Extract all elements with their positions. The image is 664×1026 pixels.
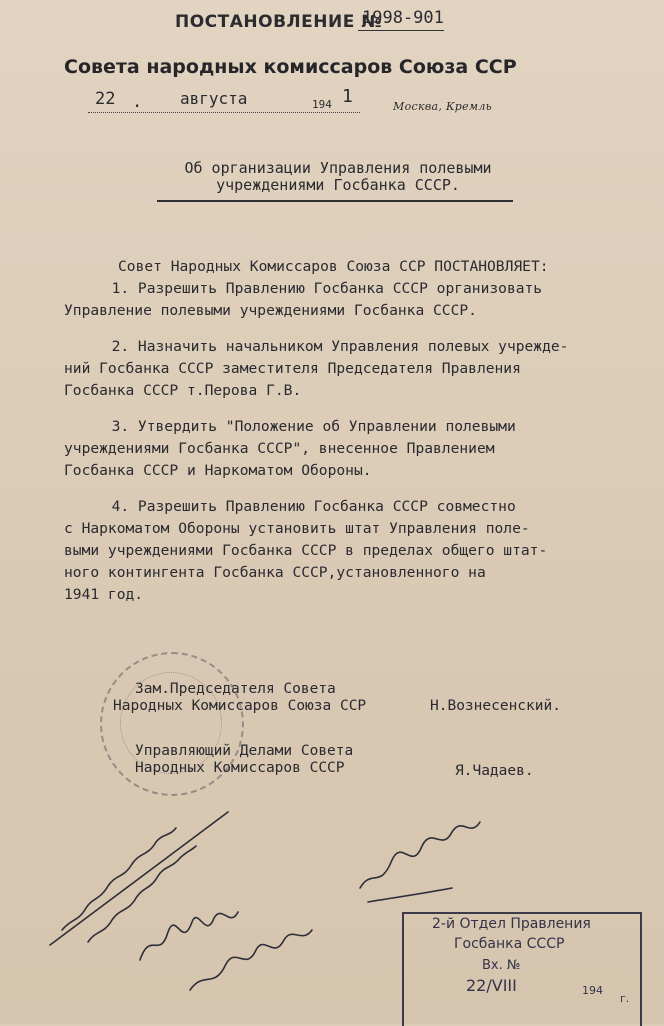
signature-right bbox=[360, 822, 480, 888]
handwriting-left-line-2 bbox=[88, 846, 196, 942]
place-label: Москва, Кремль bbox=[393, 100, 492, 113]
deputy-title-line-2: Народных Комиссаров Союза ССР bbox=[113, 698, 367, 714]
signature-bottom-middle bbox=[190, 930, 312, 990]
signature-bottom-left bbox=[140, 912, 238, 960]
stamp-line-1: 2-й Отдел Правления bbox=[432, 916, 591, 932]
signature-right-underline bbox=[368, 888, 452, 902]
stamp-line-4: 22/VIII bbox=[466, 976, 517, 995]
item-3-line-3: Госбанка СССР и Наркоматом Обороны. bbox=[64, 462, 372, 479]
item-2-line-1: 2. Назначить начальником Управления полевых учрежде- bbox=[94, 338, 569, 355]
item-2-line-2: ний Госбанка СССР заместителя Председателя Правления bbox=[64, 360, 521, 377]
item-3-line-1: 3. Утвердить "Положение об Управлении полевыми bbox=[94, 418, 516, 435]
item-4-line-3: выми учреждениями Госбанка СССР в пределах общего штат- bbox=[64, 542, 548, 559]
date-day: 22 bbox=[95, 89, 116, 109]
stamp-year-suffix: г. bbox=[620, 992, 630, 1005]
item-4-line-1: 4. Разрешить Правлению Госбанка СССР совместно bbox=[94, 498, 516, 515]
registration-stamp bbox=[402, 912, 642, 1026]
document-number: 1998-901 bbox=[362, 8, 444, 28]
subject-line-1: Об организации Управления полевыми bbox=[184, 159, 492, 177]
manager-title-line-1: Управляющий Делами Совета bbox=[135, 743, 354, 759]
date-dot: . bbox=[132, 92, 143, 112]
handwriting-left-stroke bbox=[50, 812, 228, 945]
item-4-line-4: ного контингента Госбанка СССР,установленного на bbox=[64, 564, 486, 581]
date-month: августа bbox=[180, 89, 248, 108]
stamp-line-3: Вх. № bbox=[482, 958, 521, 973]
decree-intro: Совет Народных Комиссаров Союза ССР ПОСТАНОВЛЯЕТ: bbox=[118, 258, 549, 275]
manager-title-line-2: Народных Комиссаров СССР bbox=[135, 760, 345, 776]
item-2-line-3: Госбанка СССР т.Перова Г.В. bbox=[64, 382, 302, 399]
handwriting-left-line-1 bbox=[62, 828, 176, 930]
item-4-line-2: с Наркоматом Обороны установить штат Управления поле- bbox=[64, 520, 530, 537]
deputy-title-line-1: Зам.Председателя Совета bbox=[135, 681, 336, 697]
item-3-line-2: учреждениями Госбанка СССР", внесенное Правлением bbox=[64, 440, 495, 457]
item-1-line-2: Управление полевыми учреждениями Госбанка СССР. bbox=[64, 302, 477, 319]
item-4-line-5: 1941 год. bbox=[64, 586, 144, 603]
date-year-prefix: 194 bbox=[312, 98, 332, 111]
subject-line-2: учреждениями Госбанка СССР. bbox=[216, 176, 460, 194]
document-title: ПОСТАНОВЛЕНИЕ № bbox=[175, 12, 383, 32]
stamp-line-2: Госбанка СССР bbox=[454, 936, 565, 952]
issuer-heading: Совета народных комиссаров Союза ССР bbox=[64, 56, 517, 78]
manager-name: Я.Чадаев. bbox=[455, 763, 534, 779]
item-1-line-1: 1. Разрешить Правлению Госбанка СССР организовать bbox=[94, 280, 543, 297]
deputy-name: Н.Вознесенский. bbox=[430, 698, 561, 714]
stamp-year: 194 bbox=[582, 984, 603, 997]
date-year-digit: 1 bbox=[342, 86, 353, 107]
